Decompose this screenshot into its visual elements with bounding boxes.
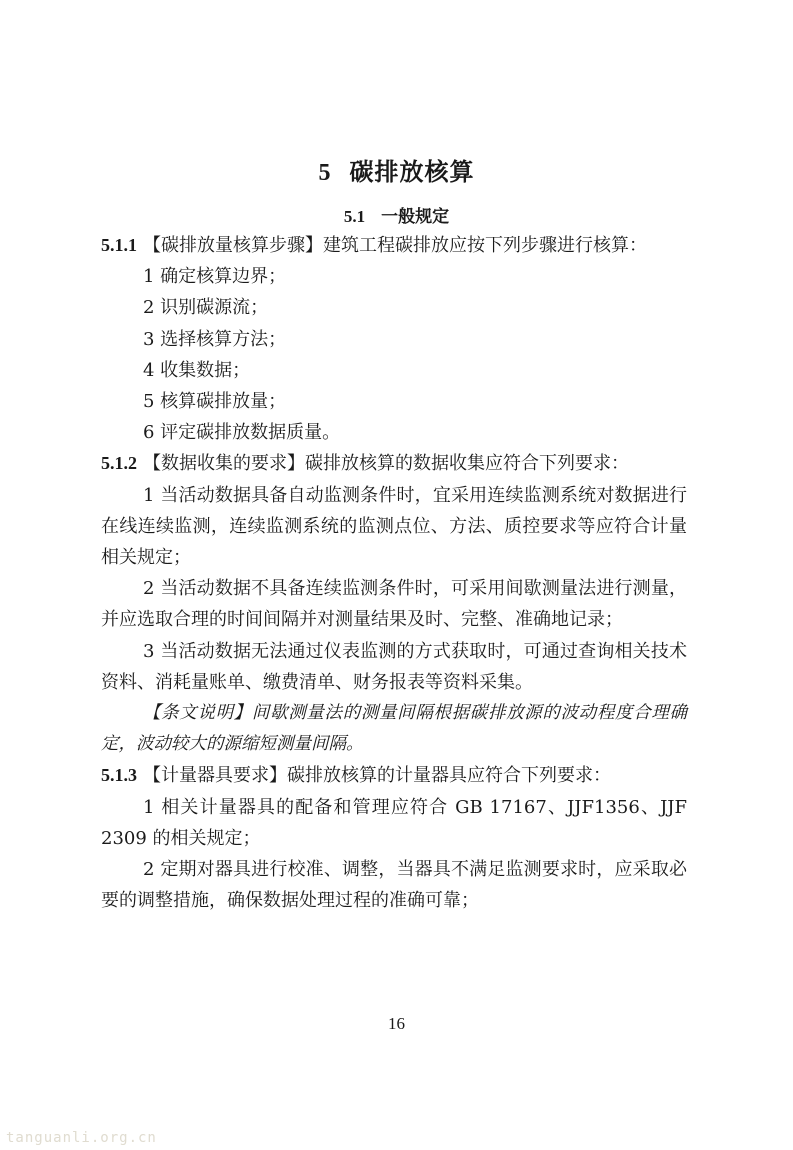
chapter-title-text: 碳排放核算 — [349, 158, 475, 186]
list-item: 2 当活动数据不具备连续监测条件时，可采用间歇测量法进行测量，并应选取合理的时间间隔并对测量结果及时、完整、准确地记录； — [101, 578, 687, 631]
section-number: 5.1 — [343, 207, 366, 226]
list-item: 1 当活动数据具备自动监测条件时，宜采用连续监测系统对数据进行在线连续监测，连续监测系统的监测点位、方法、质控要求等应符合计量相关规定； — [101, 484, 687, 569]
clause-5-1-1 — [101, 230, 687, 261]
section-title-text: 一般规定 — [381, 207, 450, 227]
clause-explanation: 【条文说明】间歇测量法的测量间隔根据碳排放源的波动程度合理确定，波动较大的源缩短测量间隔。 — [101, 703, 687, 755]
clause-number: 5.1.3 — [101, 765, 137, 786]
clause-number: 5.1.1 — [101, 235, 137, 255]
list-item: 3 当活动数据无法通过仪表监测的方式获取时，可通过查询相关技术资料、消耗量账单、缴费清单、财务报表等资料采集。 — [101, 640, 687, 693]
section-title — [0, 202, 793, 227]
clause-number: 5.1.2 — [101, 453, 137, 474]
clause-5-1-3 — [101, 760, 687, 791]
list-item: 1 相关计量器具的配备和管理应符合 GB 17167、JJF1356、JJF 2309 的相关规定； — [101, 796, 687, 849]
clause-text: 【计量器具要求】碳排放核算的计量器具应符合下列要求： — [143, 765, 611, 787]
list-item: 5 核算碳排放量； — [143, 391, 287, 413]
list-item: 2 定期对器具进行校准、调整，当器具不满足监测要求时，应采取必要的调整措施，确保数据处理过程的准确可靠； — [101, 859, 687, 912]
clause-text: 【数据收集的要求】碳排放核算的数据收集应符合下列要求： — [143, 453, 629, 475]
clause-text: 【碳排放量核算步骤】建筑工程碳排放应按下列步骤进行核算： — [143, 235, 647, 256]
page-number: 16 — [388, 1014, 405, 1033]
chapter-number: 5 — [318, 160, 332, 186]
document-body — [101, 230, 687, 916]
chapter-title — [0, 152, 793, 187]
list-item: 2 识别碳源流； — [143, 297, 269, 319]
list-item: 4 收集数据； — [143, 359, 251, 381]
list-item: 6 评定碳排放数据质量。 — [143, 422, 341, 444]
clause-5-1-2 — [101, 448, 687, 479]
list-item: 3 选择核算方法； — [143, 328, 287, 350]
watermark: tanguanli.org.cn — [6, 1130, 157, 1146]
list-item: 1 确定核算边界； — [143, 266, 287, 288]
